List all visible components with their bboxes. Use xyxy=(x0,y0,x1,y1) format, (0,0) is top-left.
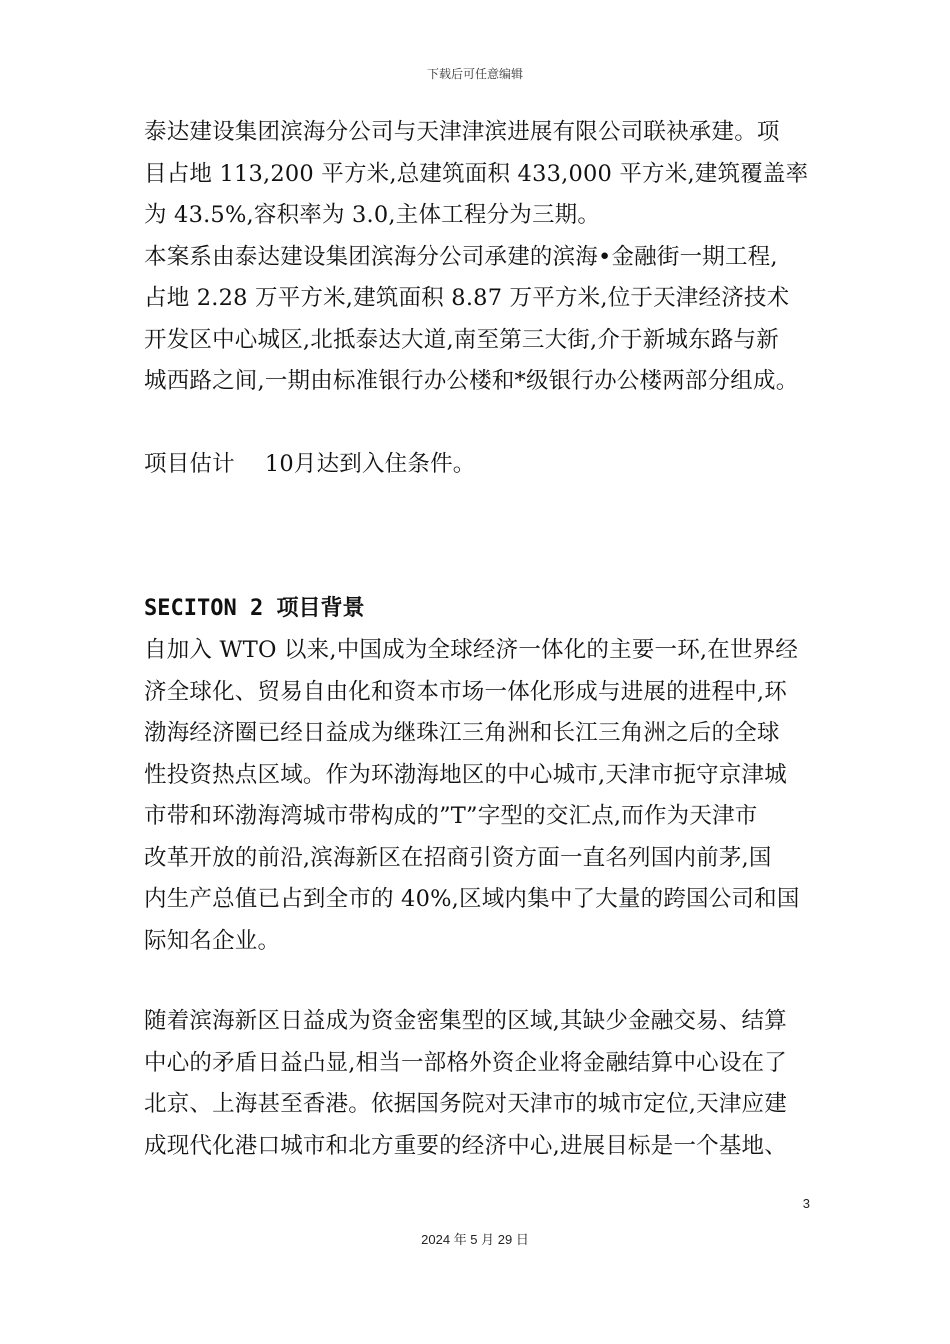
text-line: 中心的矛盾日益凸显,相当一部格外资企业将金融结算中心设在了 xyxy=(144,1049,787,1076)
intro-paragraph xyxy=(144,112,814,403)
text-line: 内生产总值已占到全市的 40%,区域内集中了大量的跨国公司和国 xyxy=(144,886,800,912)
text-line: 北京、上海甚至香港。依据国务院对天津市的城市定位,天津应建 xyxy=(144,1091,787,1117)
text-line: 随着滨海新区日益成为资金密集型的区域,其缺少金融交易、结算 xyxy=(144,1008,787,1034)
text-line: 自加入 WTO 以来,中国成为全球经济一体化的主要一环,在世界经 xyxy=(144,637,799,663)
text-line: 改革开放的前沿,滨海新区在招商引资方面一直名列国内前茅,国 xyxy=(144,844,772,871)
background-paragraph xyxy=(144,630,814,962)
text-line: 性投资热点区域。作为环渤海地区的中心城市,天津市扼守京津城 xyxy=(144,761,787,788)
page-number: 3 xyxy=(802,1196,810,1211)
text-line: 际知名企业。 xyxy=(144,927,281,954)
text-line: 济全球化、贸易自由化和资本市场一体化形成与进展的进程中,环 xyxy=(144,678,787,705)
page-header: 下载后可任意编辑 xyxy=(426,67,523,81)
text-line: 成现代化港口城市和北方重要的经济中心,进展目标是一个基地、 xyxy=(144,1132,787,1159)
text-line: 目占地 113,200 平方米,总建筑面积 433,000 平方米,建筑覆盖率 xyxy=(144,160,809,187)
text-line: 市带和环渤海湾城市带构成的”T”字型的交汇点,而作为天津市 xyxy=(144,803,758,829)
estimate-paragraph xyxy=(144,444,814,486)
text-line: 泰达建设集团滨海分公司与天津津滨进展有限公司联袂承建。项 xyxy=(144,119,780,145)
finance-paragraph xyxy=(144,1001,814,1167)
text-line: 开发区中心城区,北抵泰达大道,南至第三大街,介于新城东路与新 xyxy=(144,326,779,353)
text-line: 为 43.5%,容积率为 3.0,主体工程分为三期。 xyxy=(144,202,601,228)
text-line: 占地 2.28 万平方米,建筑面积 8.87 万平方米,位于天津经济技术 xyxy=(144,285,790,311)
section-heading: SECITON 2 项目背景 xyxy=(144,596,365,621)
text-line: 渤海经济圈已经日益成为继珠江三角洲和长江三角洲之后的全球 xyxy=(144,720,780,746)
text-line: 城西路之间,一期由标准银行办公楼和*级银行办公楼两部分组成。 xyxy=(144,368,799,394)
text-line: 项目估计 10月达到入住条件。 xyxy=(144,451,476,477)
footer-date: 2024 年 5 月 29 日 xyxy=(421,1232,529,1247)
text-line: 本案系由泰达建设集团滨海分公司承建的滨海•金融街一期工程, xyxy=(144,243,778,270)
